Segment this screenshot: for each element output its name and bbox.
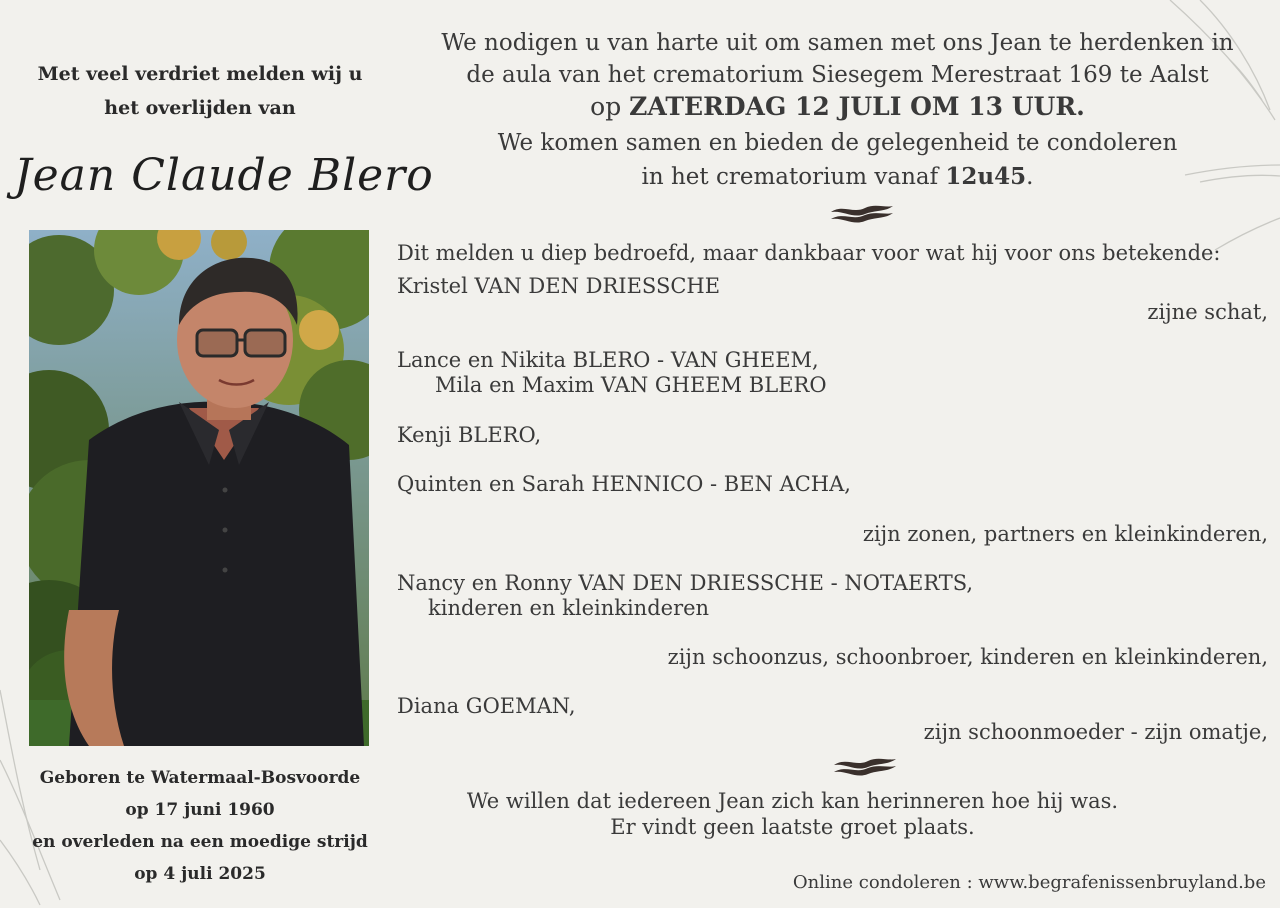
wave-divider-icon bbox=[829, 204, 895, 226]
invitation-date: ZATERDAG 12 JULI OM 13 UUR. bbox=[629, 92, 1085, 121]
son-1: Lance en Nikita BLERO - VAN GHEEM, bbox=[397, 348, 819, 372]
birth-line-3: en overleden na een moedige strijd bbox=[32, 832, 368, 852]
left-column bbox=[0, 0, 434, 908]
name-signature: Jean Claude Blero bbox=[14, 150, 434, 201]
sons-relation: zijn zonen, partners en kleinkinderen, bbox=[862, 522, 1268, 546]
birth-death-text bbox=[20, 762, 380, 890]
invitation-line-4: We komen samen en bieden de gelegenheid te condoleren bbox=[497, 130, 1178, 156]
invitation-line-5 bbox=[395, 163, 1280, 190]
invitation-line-3 bbox=[395, 92, 1280, 121]
son-2: Kenji BLERO, bbox=[397, 423, 542, 447]
mother-in-law: Diana GOEMAN, bbox=[397, 694, 576, 718]
son-3: Quinten en Sarah HENNICO - BEN ACHA, bbox=[397, 472, 851, 496]
mother-in-law-relation: zijn schoonmoeder - zijn omatje, bbox=[923, 720, 1268, 744]
invitation-line-1: We nodigen u van harte uit om samen met ons Jean te herdenken in bbox=[441, 30, 1234, 56]
in-laws: Nancy en Ronny VAN DEN DRIESSCHE - NOTAERTS, bbox=[397, 571, 974, 595]
closing-line-2: Er vindt geen laatste groet plaats. bbox=[610, 815, 975, 839]
invitation-date-prefix: op bbox=[590, 92, 630, 121]
invitation-time: 12u45 bbox=[945, 163, 1027, 190]
birth-line-1: Geboren te Watermaal-Bosvoorde bbox=[39, 768, 361, 788]
invitation-time-prefix: in het crematorium vanaf bbox=[641, 164, 946, 190]
grandchildren-1: Mila en Maxim VAN GHEEM BLERO bbox=[435, 373, 827, 397]
right-column bbox=[395, 0, 1280, 908]
intro-text bbox=[20, 57, 380, 125]
invitation-line-2: de aula van het crematorium Siesegem Merestraat 169 te Aalst bbox=[466, 62, 1209, 88]
birth-line-4: op 4 juli 2025 bbox=[134, 864, 266, 884]
invitation-time-suffix: . bbox=[1026, 164, 1034, 190]
partner-name: Kristel VAN DEN DRIESSCHE bbox=[397, 274, 721, 298]
in-laws-relation: zijn schoonzus, schoonbroer, kinderen en kleinkinderen, bbox=[667, 645, 1268, 669]
intro-line-1: Met veel verdriet melden wij u bbox=[37, 63, 363, 85]
partner-relation: zijne schat, bbox=[1147, 300, 1268, 324]
birth-line-2: op 17 juni 1960 bbox=[125, 800, 275, 820]
portrait-photo-icon bbox=[29, 230, 369, 746]
announcement-intro: Dit melden u diep bedroefd, maar dankbaar voor wat hij voor ons betekende: bbox=[397, 241, 1221, 265]
intro-line-2: het overlijden van bbox=[104, 97, 296, 119]
closing-line-1: We willen dat iedereen Jean zich kan herinneren hoe hij was. bbox=[466, 789, 1119, 813]
in-laws-children: kinderen en kleinkinderen bbox=[428, 596, 710, 620]
online-condolence-link[interactable]: Online condoleren : www.begrafenissenbruyland.be bbox=[792, 872, 1266, 893]
wave-divider-icon bbox=[832, 757, 898, 779]
